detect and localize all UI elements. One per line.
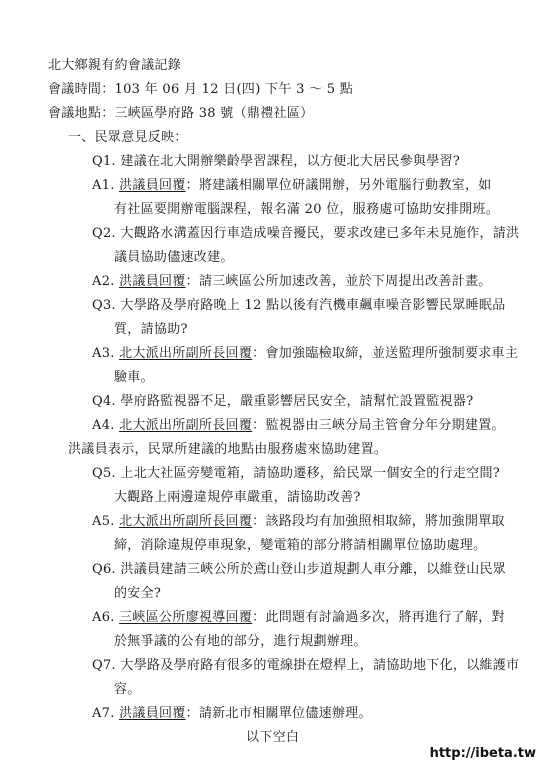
answer-2: [92, 274, 492, 290]
answer-text: ：請新北市相關單位儘速辦理。: [185, 706, 372, 721]
answer-text: ：會加強臨檢取締，並送監理所強制要求車主: [252, 346, 519, 361]
question-4: Q4. 學府路監視器不足，嚴重影響居民安全，請幫忙設置監視器?: [92, 394, 474, 409]
question-6: Q6. 洪議員建請三峽公所於鳶山登山步道規劃人車分離，以維登山民眾: [92, 562, 507, 577]
question-5-continued: 大觀路上兩邊違規停車嚴重，請協助改善?: [114, 490, 361, 505]
question-3: Q3. 大學路及學府路晚上 12 點以後有汽機車飆車噪音影響民眾睡眠品: [92, 298, 506, 313]
responder: 洪議員回覆: [119, 274, 186, 289]
answer-3: [92, 346, 518, 362]
answer-4: [92, 418, 505, 434]
question-2-continued: 議員協助儘速改建。: [114, 250, 234, 265]
answer-3-continued: 驗車。: [114, 370, 154, 385]
responder: 洪議員回覆: [119, 706, 186, 721]
answer-6: [92, 610, 505, 626]
question-6-continued: 的安全?: [114, 586, 162, 601]
document-title: 北大鄉親有約會議記錄: [48, 58, 182, 73]
meeting-place: 會議地點：三峽區學府路 38 號（鼎禮社區）: [48, 106, 314, 121]
answer-5: [92, 514, 505, 530]
question-5: Q5. 上北大社區旁變電箱，請協助遷移，給民眾一個安全的行走空間?: [92, 466, 501, 481]
question-7: Q7. 大學路及學府路有很多的電線掛在燈桿上，請協助地下化，以維護市: [92, 658, 520, 673]
responder: 三峽區公所廖視導回覆: [119, 610, 253, 625]
answer-6-continued: 於無爭議的公有地的部分，進行規劃辦理。: [114, 634, 367, 649]
answer-text: ：將建議相關單位研議開辦，另外電腦行動教室，如: [185, 178, 492, 193]
answer-label: A3.: [92, 346, 120, 361]
answer-label: A5.: [92, 514, 120, 529]
question-2: Q2. 大觀路水溝蓋因行車造成噪音擾民，要求改建已多年未見施作，請洪: [92, 226, 520, 241]
answer-7: [92, 706, 372, 722]
answer-label: A6.: [92, 610, 120, 625]
answer-5-continued: 締，消除違規停車現象，變電箱的部分將請相關單位協助處理。: [114, 538, 487, 553]
answer-label: A4.: [92, 418, 120, 433]
section-heading: 一、民眾意見反映：: [68, 130, 188, 145]
end-marker: 以下空白: [246, 730, 300, 745]
responder: 北大派出所副所長回覆: [119, 418, 253, 433]
question-7-continued: 容。: [114, 682, 141, 697]
answer-label: A7.: [92, 706, 120, 721]
responder: 洪議員回覆: [119, 178, 186, 193]
site-watermark: http://ibeta.tw: [427, 745, 539, 762]
answer-label: A1.: [92, 178, 120, 193]
answer-label: A2.: [92, 274, 120, 289]
answer-text: ：請三峽區公所加速改善，並於下周提出改善計畫。: [185, 274, 492, 289]
answer-1-continued: 有社區要開辦電腦課程，報名滿 20 位，服務處可協助安排開班。: [114, 202, 500, 217]
answer-1: [92, 178, 492, 194]
question-1: Q1. 建議在北大開辦樂齡學習課程，以方便北大居民參與學習?: [92, 154, 461, 169]
responder: 北大派出所副所長回覆: [119, 514, 253, 529]
question-3-continued: 質，請協助?: [114, 322, 188, 337]
responder: 北大派出所副所長回覆: [119, 346, 253, 361]
meeting-time: 會議時間：103 年 06 月 12 日(四) 下午 3 ～ 5 點: [48, 82, 354, 97]
answer-text: ：監視器由三峽分局主管會分年分期建置。: [252, 418, 505, 433]
answer-text: ：該路段均有加強照相取締，將加強開單取: [252, 514, 505, 529]
answer-4-note: 洪議員表示，民眾所建議的地點由服務處來協助建置。: [68, 442, 388, 457]
answer-text: ：此問題有討論過多次，將再進行了解，對: [252, 610, 505, 625]
